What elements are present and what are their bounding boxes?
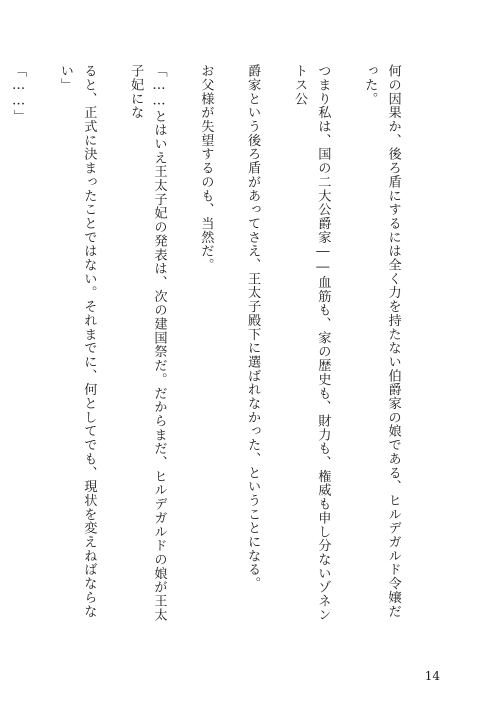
vertical-text-block bbox=[11, 64, 428, 624]
page-number: 14 bbox=[424, 669, 440, 683]
text-line: つまり私は、国の二大公爵家――血筋も、家の歴史も、財力も、権威も申し分ないゾネントス公 bbox=[291, 64, 331, 622]
text-line: お父様が失望するのも、当然だ。 bbox=[198, 64, 214, 272]
text-line: 「……とはいえ王太子妃の発表は、次の建国祭だ。だからまだ、ヒルデガルドの娘が王太子妃にな bbox=[128, 64, 167, 622]
text-line: 「……」 bbox=[11, 64, 27, 123]
text-line: ると、正式に決まったことではない。それまでに、何としてでも、現状を変えねばならない」 bbox=[57, 64, 97, 618]
text-line: 爵家という後ろ盾があってさえ、王太子殿下に選ばれなかった、ということになる。 bbox=[245, 64, 261, 591]
text-line: 何の因果か、後ろ盾にするには全く力を持たない伯爵家の娘である、ヒルデガルド令嬢だった。 bbox=[362, 64, 401, 618]
